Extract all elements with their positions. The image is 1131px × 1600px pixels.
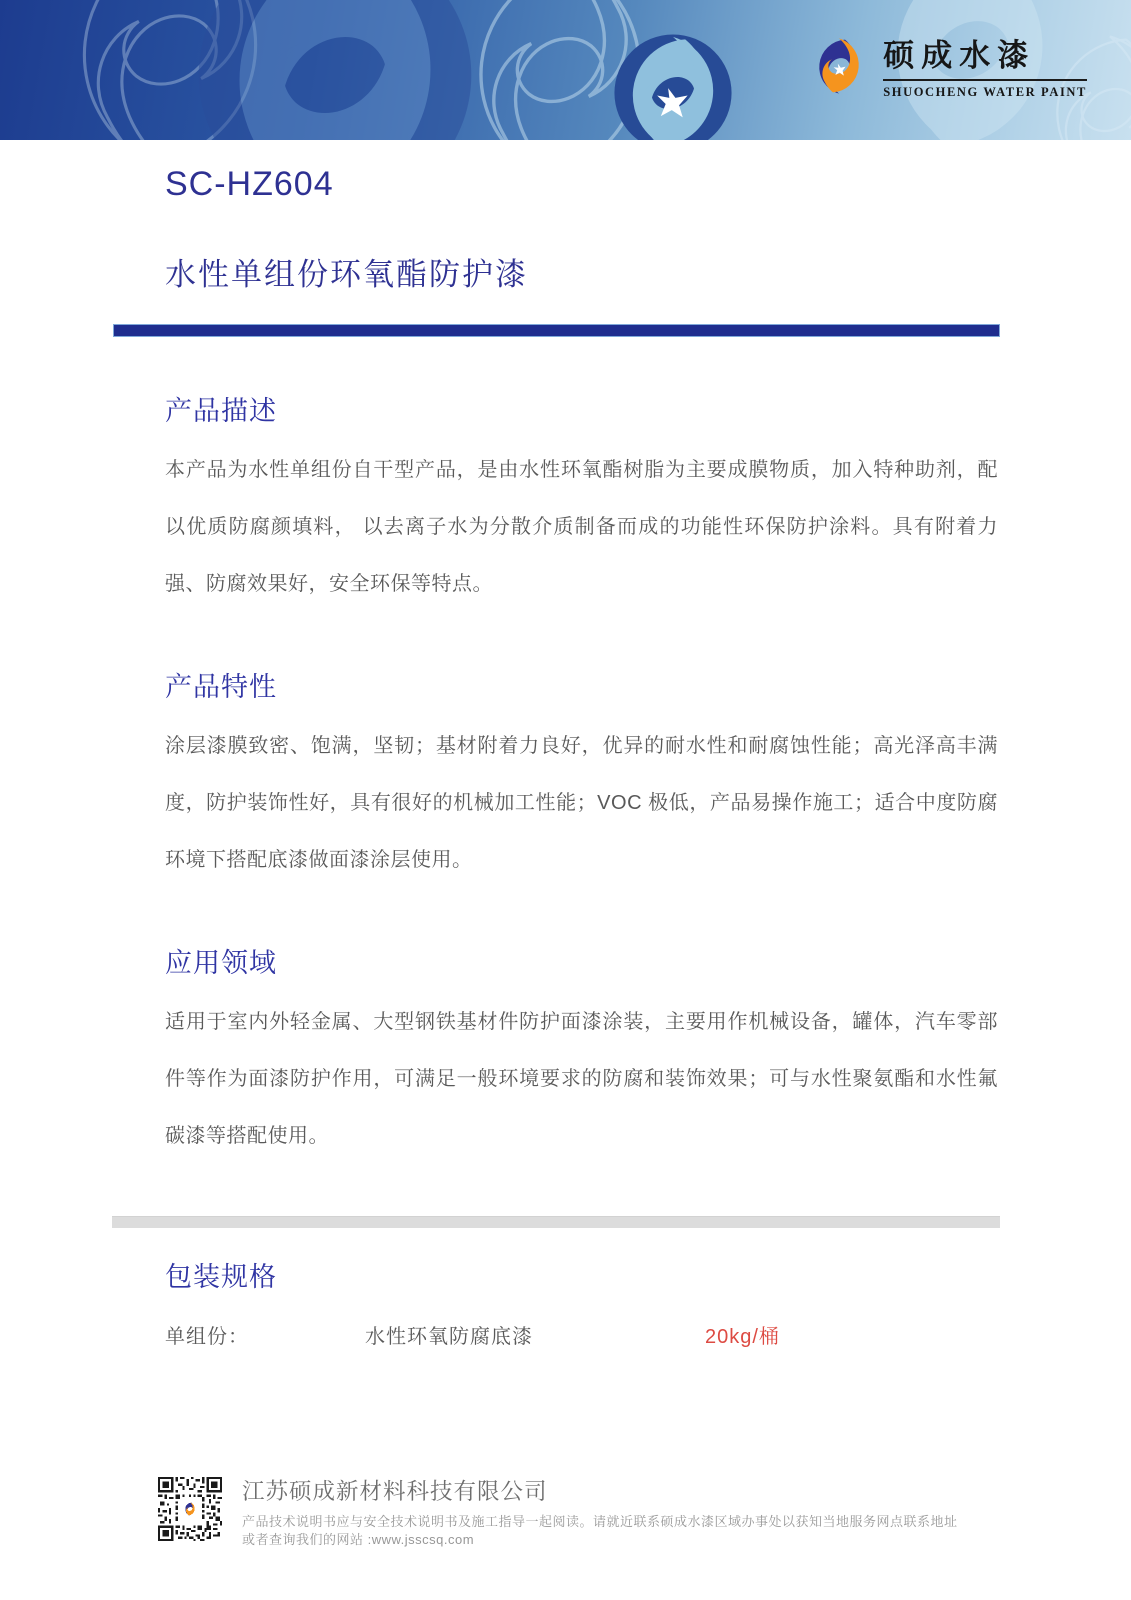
section-body-description: 本产品为水性单组份自干型产品，是由水性环氧酯树脂为主要成膜物质，加入特种助剂，配以优质防腐颜填料， 以去离子水为分散介质制备而成的功能性环保防护涂料。具有附着力强、防腐效果好，安全环保等特点。 (165, 459, 998, 595)
section-body-features: 涂层漆膜致密、饱满，坚韧；基材附着力良好，优异的耐水性和耐腐蚀性能；高光泽高丰满度，防护装饰性好，具有很好的机械加工性能；VOC 极低，产品易操作施工；适合中度防腐环境下搭配底漆做面漆涂层使用。 (165, 735, 998, 871)
footer (158, 1474, 958, 1549)
qr-code-icon (158, 1474, 222, 1544)
packaging-size-value: 20kg/桶 (705, 1326, 780, 1348)
header-banner (0, 0, 1131, 140)
title-divider-bar (113, 324, 1000, 337)
section-product-description (0, 389, 1131, 613)
footer-text-block (242, 1474, 958, 1549)
section-heading-applications: 应用领域 (165, 948, 277, 978)
section-heading-features: 产品特性 (165, 672, 277, 702)
packaging-product-name: 水性环氧防腐底漆 (365, 1326, 533, 1348)
section-product-features (0, 665, 1131, 889)
logo-subtitle: SHUOCHENG WATER PAINT (883, 85, 1087, 99)
packaging-heading: 包装规格 (165, 1262, 277, 1292)
product-name: 水性单组份环氧酯防护漆 (165, 257, 528, 292)
section-body-applications: 适用于室内外轻金属、大型钢铁基材件防护面漆涂装，主要用作机械设备，罐体，汽车零部件等作为面漆防护作用，可满足一般环境要求的防腐和装饰效果；可与水性聚氨酯和水性氟碳漆等搭配使用。 (165, 1011, 998, 1147)
packaging-row (165, 1320, 998, 1349)
section-packaging (0, 1255, 1131, 1349)
logo-title: 硕成水漆 (883, 30, 1087, 81)
footer-note-line1: 产品技术说明书应与安全技术说明书及施工指导一起阅读。请就近联系硕成水漆区域办事处以获知当地服务网点联系地址 (242, 1514, 958, 1529)
section-divider-bar (112, 1216, 1000, 1228)
logo-text-block (883, 30, 1087, 100)
section-heading-description: 产品描述 (165, 396, 277, 426)
packaging-component-label: 单组份： (165, 1326, 249, 1348)
logo-swirl-icon (809, 34, 869, 98)
datasheet-main (0, 165, 1131, 1349)
product-code: SC-HZ604 (165, 165, 334, 203)
company-logo (809, 30, 1087, 100)
company-name: 江苏硕成新材料科技有限公司 (242, 1479, 548, 1504)
section-application-areas (0, 941, 1131, 1165)
footer-note-line2: 或者查询我们的网站 :www.jsscsq.com (242, 1532, 475, 1547)
